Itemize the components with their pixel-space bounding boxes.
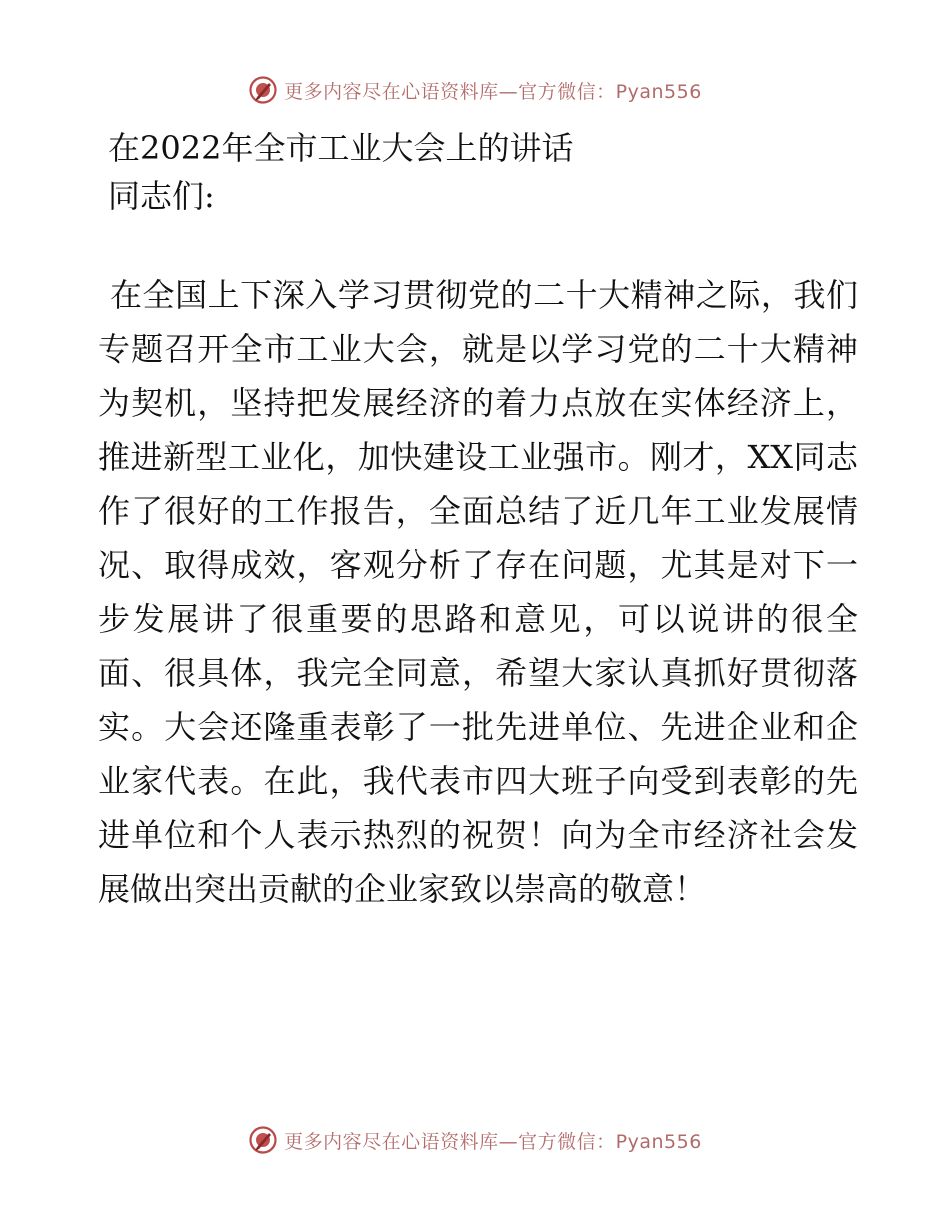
- footer-watermark-banner: [0, 1120, 950, 1160]
- header-watermark-text: 更多内容尽在心语资料库—官方微信：Pyan556: [284, 80, 702, 103]
- salutation: 同志们:: [108, 177, 215, 215]
- speech-title: 在2022年全市工业大会上的讲话: [108, 129, 574, 167]
- body-paragraph: 在全国上下深入学习贯彻党的二十大精神之际，我们专题召开全市工业大会，就是以学习党的二十大精神为契机，坚持把发展经济的着力点放在实体经济上，推进新型工业化，加快建设工业强市。刚才，XX同志作了很好的工作报告，全面总结了近几年工业发展情况、取得成效，客观分析了存在问题，尤其是对下一步发展讲了很重要的思路和意见，可以说讲的很全面、很具体，我完全同意，希望大家认真抓好贯彻落实。大会还隆重表彰了一批先进单位、先进企业和企业家代表。在此，我代表市四大班子向受到表彰的先进单位和个人表示热烈的祝贺！向为全市经济社会发展做出突出贡献的企业家致以崇高的敬意！: [98, 276, 858, 908]
- footer-watermark-text: 更多内容尽在心语资料库—官方微信：Pyan556: [284, 1130, 702, 1153]
- header-watermark-banner: [0, 70, 950, 110]
- pen-circle-logo-icon: [248, 75, 278, 105]
- pen-circle-logo-icon: [248, 1125, 278, 1155]
